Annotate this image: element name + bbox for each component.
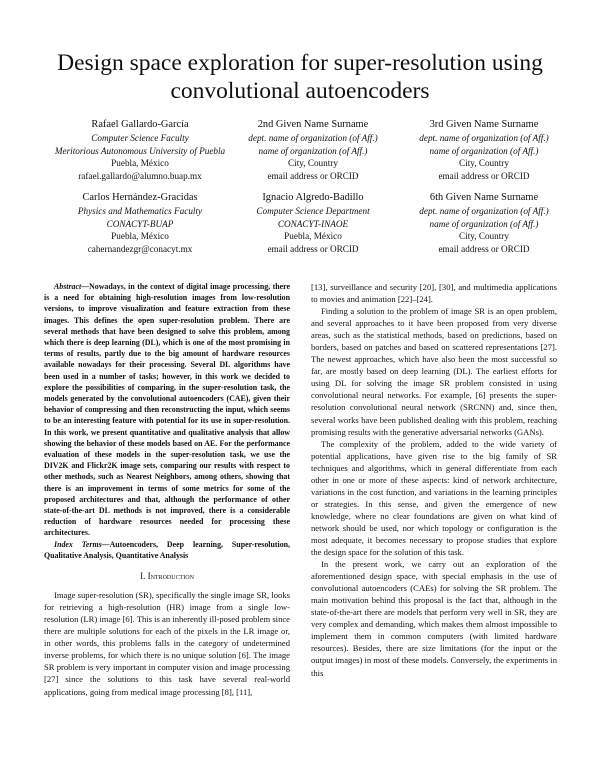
author-location: Puebla, México [111,158,169,168]
author-name: 2nd Given Name Surname [257,119,369,130]
author-org: name of organization (of Aff.) [258,145,368,156]
abstract-text: —Nowadays, in the context of digital image processing, there is a need for obtaining high-resolution images from low-resolution versions, to improve visualization and feature extraction from these images. This defines the open super-resolution problem. There are several methods that have been designed to solve this problem, among which there is deep learning (DL), which is one of the most promising in terms of results, partly due to the big amount of hardware resources available nowadays for their processing. Several DL algorithms have been used in a number of tasks; however, in this work we decided to explore the possibilities of comparing, in the super-resolution task, the models generated by the convolutional autoencoders (CAE), given their behavior of compressing and then reconstructing the input, which seems to be an interesting feature with potential for its use in super-resolution. In this work, we present quantitative and qualitative analysis that allow showing the behavior of these models based on AE. For the performance evaluation of these models in the super-resolution task, we use the DIV2K and Flickr2K image sets, comparing our results with respect to other methods, such as Nearest Neighbors, among others, showing that there is an improvement in terms of some metrics for some of the proposed architectures and that, although the performance of other state-of-the-art DL methods is not improved, there is a considerable reduction of hardware resources needed for processing these architectures. [44,282,290,538]
author-location: Puebla, México [111,231,169,241]
author-dept: dept. name of organization (of Aff.) [419,133,549,143]
right-column [311,281,557,679]
index-terms-text: —Autoencoders, Deep learning, Super-resolution, Qualitative Analysis, Quantitative Analysis [44,539,291,560]
index-terms-label: Index Terms [54,539,102,549]
abstract-label: Abstract [54,282,82,291]
author-email: email address or ORCID [267,243,359,254]
author-email: email address or ORCID [438,170,530,181]
author-block [379,118,589,182]
author-location: City, Country [288,158,338,168]
author-dept: Computer Science Faculty [91,133,189,143]
author-name: Ignacio Algredo-Badillo [262,192,364,203]
author-name: 3rd Given Name Surname [429,119,539,130]
left-column [44,281,290,698]
section-heading: I. Introduction [140,571,194,582]
author-block [379,191,589,255]
author-name: Carlos Hernández-Gracidas [82,192,198,203]
author-location: Puebla, México [284,231,342,241]
paragraph: The complexity of the problem, added to the wide variety of potential applications, have given rise to the big family of SR techniques and algorithms, which in general differentiate from each other in one or more of these aspects: kind of network architecture, variations in the cost function, and variations in the learning principles or strategies. In this sense, and given the emergence of new knowledge, where no clear foundations are given on what kind of network should be used, nor which topology or configuration is the most adequate, it becomes necessary to propose studies that explore the design space for the solution of this task. [311,438,557,558]
author-dept: Physics and Mathematics Faculty [77,206,203,216]
author-location: City, Country [459,231,509,241]
author-dept: dept. name of organization (of Aff.) [248,133,378,143]
index-terms [44,539,290,561]
author-email: email address or ORCID [438,243,530,254]
author-org: CONACYT-INAOE [277,218,349,229]
paragraph: In the present work, we carry out an exploration of the aforementioned design space, with special emphasis in the use of convolutional autoencoders (CAEs) for solving the SR problem. The main motivation behind this proposal is the fact that, although in the state-of-the-art there are models that perform very well in SR, they are very complex and demanding, which makes them almost impossible to implement them in common computers (with limited hardware resources). Besides, there are size limitations (for the input or the output images) in most of these models. Conversely, the experiments in this [311,559,557,678]
abstract [44,281,290,539]
author-org: Meritorious Autonomous University of Puebla [54,145,226,156]
author-email: email address or ORCID [267,170,359,181]
author-name: 6th Given Name Surname [429,192,539,203]
paper-title: Design space exploration for super-resolution using convolutional autoencoders [57,50,543,104]
author-location: City, Country [459,158,509,168]
author-email: rafael.gallardo@alumno.buap.mx [78,170,202,181]
author-name: Rafael Gallardo-García [91,119,189,130]
author-dept: Computer Science Department [256,206,370,216]
paragraph-continued: [13], surveillance and security [20], [30], and multimedia applications to movies and animation [22]–[24]. [311,282,557,305]
author-email: cahernandezgr@conacyt.mx [87,243,193,254]
author-dept: dept. name of organization (of Aff.) [419,206,549,216]
author-org: name of organization (of Aff.) [429,218,539,229]
author-org: CONACYT-BUAP [106,218,174,229]
intro-paragraph: Image super-resolution (SR), specifically the single image SR, looks for retrieving a high-resolution (HR) image from a single low-resolution (LR) image [6]. This is an inherently ill-posed problem since there are multiple solutions for each of the pixels in the LR image or, in other words, this problems falls in the category of undetermined inverse problems, for which there is no unique solution [6]. The image SR problem is very important in computer vision and image processing [27] since the solutions to this task have several real-world applications, going from medical image processing [8], [11], [44,590,290,697]
author-org: name of organization (of Aff.) [429,145,539,156]
paragraph: Finding a solution to the problem of image SR is an open problem, and several approaches to it have been proposed from very diverse areas, such as the statistical methods, based on predictions, based on borders, based on patches and based on scattered representations [27]. The newest approaches, which have also been the most successful so far, are mostly based on deep learning (DL). The earliest efforts for using DL for solving the image SR problem consisted in using convolutional neural networks. For example, [6] presents the super-resolution convolutional neural network (SRCNN) and, since then, several works have been published dealing with this problem, reaching promising results with the generative adversarial networks (GANs). [311,306,557,437]
